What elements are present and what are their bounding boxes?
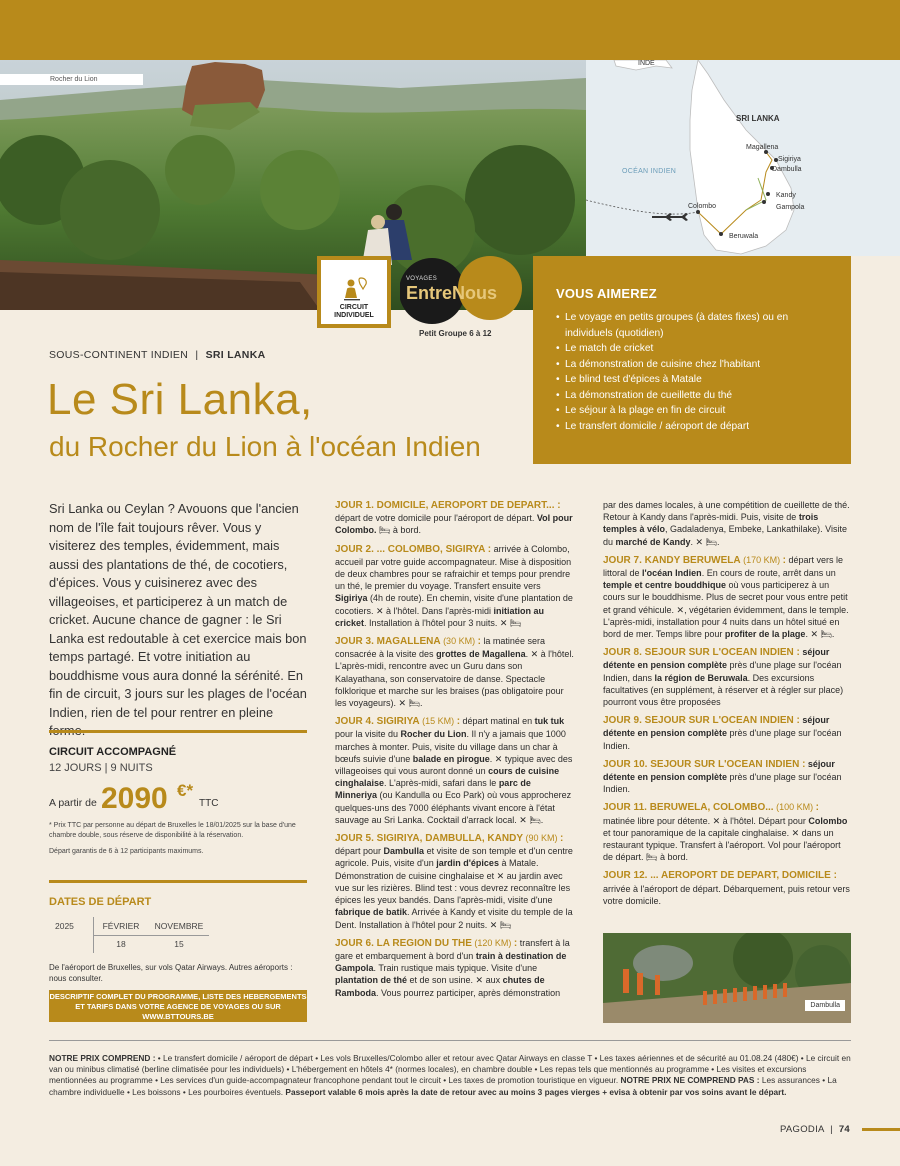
day-8: JOUR 8. SEJOUR SUR L'OCEAN INDIEN : séjour détente en pension complète près d'une plage sur l'océan Indien, dans la région de Beruwala. Des excursions facultatives (en supplément, à réserver et à régler sur place) pourront vous être proposées bbox=[603, 647, 844, 708]
day-12: JOUR 12. ... AEROPORT DE DEPART, DOMICILE : arrivée à l'aéroport de départ. Débarquement, puis retour vers votre domicile. bbox=[603, 870, 850, 906]
comprend-label: NOTRE PRIX COMPREND : bbox=[49, 1053, 156, 1063]
entrenous-small: VOYAGES bbox=[406, 276, 437, 282]
price-ttc: TTC bbox=[199, 798, 219, 809]
list-item: • Le séjour à la plage en fin de circuit bbox=[556, 403, 829, 419]
page-number bbox=[780, 1124, 850, 1135]
price-note: * Prix TTC par personne au départ de Bruxelles le 18/01/2025 sur la base d'une chambre double, sous réserve de disponibilité à la réservation. bbox=[49, 822, 296, 839]
day-11: JOUR 11. BERUWELA, COLOMBO... (100 KM) : matinée libre pour détente. ✕ à l'hôtel. Départ pour Colombo et tour panoramique de la capitale cinghalaise. ✕ dans un restaurant typique. Transfert à l'aéroport. Vol pour l'aéroport de départ. 🛏 à bord. bbox=[603, 802, 848, 863]
map-label-kandy: Kandy bbox=[776, 192, 796, 199]
badge-line2: INDIVIDUEL bbox=[334, 312, 374, 319]
departure-note: De l'aéroport de Bruxelles, sur vols Qatar Airways. Autres aéroports : nous consulter. bbox=[49, 963, 293, 983]
departure-guarantee: Départ garantis de 6 à 12 participants maximums. bbox=[49, 848, 204, 855]
top-band bbox=[0, 0, 900, 60]
itinerary-col-2 bbox=[603, 499, 851, 913]
price-value: 2090 bbox=[101, 782, 168, 815]
list-item: • Le match de cricket bbox=[556, 341, 829, 357]
entrenous-brand: EntreNous bbox=[406, 283, 498, 303]
map-label-beruwala: Beruwala bbox=[729, 233, 759, 240]
hero-caption: Rocher du Lion bbox=[0, 74, 143, 85]
brand: PAGODIA bbox=[779, 1124, 825, 1135]
separator: | bbox=[195, 349, 199, 361]
map-label-colombo: Colombo bbox=[688, 203, 717, 210]
footer-conditions bbox=[49, 1053, 851, 1098]
map-label-ocean: OCÉAN INDIEN bbox=[622, 168, 677, 175]
badge-line1: CIRCUIT bbox=[339, 304, 369, 311]
year: 2025 bbox=[55, 921, 74, 931]
day-10: JOUR 10. SEJOUR SUR L'OCEAN INDIEN : séjour détente en pension complète près d'une plage sur l'océan Indien. bbox=[603, 758, 842, 795]
list-item: • Le voyage en petits groupes (à dates fixes) ou en individuels (quotidien) bbox=[556, 310, 829, 341]
website-cta[interactable]: DESCRIPTIF COMPLET DU PROGRAMME, LISTE DES HEBERGEMENTS ET TARIFS DANS VOTRE AGENCE DE VOYAGES OU SUR WWW.BTTOURS.BE bbox=[49, 992, 307, 1021]
footer-divider bbox=[49, 1040, 851, 1041]
price-currency: €* bbox=[177, 781, 194, 800]
map-label-sigiriya: Sigiriya bbox=[778, 156, 801, 163]
circuit-individuel-badge bbox=[317, 256, 391, 328]
country: SRI LANKA bbox=[205, 349, 266, 361]
day-7: JOUR 7. KANDY BERUWELA (170 KM) : départ vers le littoral de l'océan Indien. En cours de route, arrêt dans un temple et centre bouddhique où vous participerez à un cours sur le bouddhisme. Plus de secret pour vous entre petit et grand véhicule. ✕, végétarien évidemment, dans le temple. L'après-midi, installation pour 4 nuits dans un hôtel situé en bord de mer. Temps libre pour profiter de la plage. ✕ 🛏. bbox=[603, 554, 849, 640]
month: FÉVRIER bbox=[102, 921, 140, 931]
day-2: JOUR 2. ... COLOMBO, SIGIRYA : arrivée à Colombo, accueil par votre guide accompagnateur. Mise à disposition de deux chambres pour se rafraichir et temps pour prendre un thé, le premier du voyage. Transfert ensuite vers Sigiriya (4h de route). En chemin, visite d'une plantation de cocotiers. ✕ à l'hôtel. Dans l'après-midi initiation au cricket. Installation à l'hôtel pour 3 nuits. ✕ 🛏 bbox=[335, 543, 573, 628]
page-subtitle: du Rocher du Lion à l'océan Indien bbox=[49, 431, 481, 462]
dates-table bbox=[49, 917, 209, 953]
itinerary-col-1 bbox=[335, 499, 575, 1005]
passport-note: Passeport valable 6 mois après la date de retour avec au moins 3 pages vierges + evisa à obtenir par vos soins avant le départ. bbox=[285, 1086, 787, 1097]
route-map bbox=[586, 60, 900, 256]
list-item: • La démonstration de cueillette du thé bbox=[556, 388, 829, 404]
number: 74 bbox=[838, 1124, 850, 1135]
map-label-country: SRI LANKA bbox=[736, 114, 780, 123]
day-9: JOUR 9. SEJOUR SUR L'OCEAN INDIEN : séjour détente en pension complète près d'une plage sur l'océan Indien. bbox=[603, 715, 842, 751]
list-item: • Le blind test d'épices à Matale bbox=[556, 372, 829, 388]
table-row bbox=[49, 935, 209, 953]
day-6-continued: par des dames locales, à une compétition de cueillette de thé. Retour à Kandy dans l'après-midi. Puis, visite de trois temples à vélo, Gadaladenya, Embeke, Lankathilake). Visite du marché de Kandy. ✕ 🛏. bbox=[603, 500, 850, 547]
vous-aimerez-title: VOUS AIMEREZ bbox=[556, 286, 657, 301]
day-3: JOUR 3. MAGALLENA (30 KM) : la matinée sera consacrée à la visite des grottes de Magallena. ✕ à l'hôtel. L'après-midi, rencontre avec un Guru dans son Kalayathana, son conservatoire de danse. Spectacle folklorique et marche sur les braises (pas obligatoire pour les voyageurs). ✕ 🛏. bbox=[335, 636, 574, 709]
map-label-gampola: Gampola bbox=[776, 204, 805, 211]
ne-comprend-label: NOTRE PRIX NE COMPREND PAS : bbox=[620, 1075, 760, 1086]
map-label-inde: INDE bbox=[638, 60, 655, 67]
group-size: Petit Groupe 6 à 12 bbox=[419, 329, 492, 338]
price-from: A partir de bbox=[49, 797, 97, 809]
map-label-dambulla: Dambulla bbox=[772, 166, 802, 173]
ne-comprend-text: Les assurances • La chambre individuelle • Les boissons • Les pourboires éventuels. bbox=[49, 1075, 837, 1097]
map-label-magallena: Magallena bbox=[746, 144, 779, 151]
page-title: Le Sri Lanka, bbox=[47, 375, 313, 424]
list-item: • La démonstration de cuisine chez l'habitant bbox=[556, 357, 829, 373]
vous-aimerez-list bbox=[556, 310, 829, 434]
circuit-title: CIRCUIT ACCOMPAGNÉ bbox=[49, 746, 177, 758]
breadcrumb bbox=[49, 349, 265, 361]
table-row bbox=[49, 917, 209, 935]
day-6: JOUR 6. LA REGION DU THE (120 KM) : transfert à la gare et embarquement à bord d'un train à destination de Gampola. Train rustique mais typique. Visite d'une plantation de thé et de son usine. ✕ aux chutes de Ramboda. Vous pourrez participer, après démonstration bbox=[335, 937, 570, 998]
divider bbox=[49, 730, 307, 733]
hiker-pin-icon bbox=[339, 274, 369, 304]
day-5: JOUR 5. SIGIRIYA, DAMBULLA, KANDY (90 KM) : départ pour Dambulla et visite de son temple et d'un centre agricole. Puis, visite d'un jardin d'épices à Matale. Démonstration de cuisine cinghalaise et ✕ au jardin avec vue sur les rizières. Blind test : vous devrez reconnaître les épices les yeux bandés. Dans l'après-midi, visite d'une fabrique de batik. Arrivée à Kandy et visite du temple de la Dent. Installation à l'hôtel pour 2 nuits. ✕ 🛏 bbox=[335, 833, 573, 930]
dates-title: DATES DE DÉPART bbox=[49, 896, 152, 908]
separator: | bbox=[830, 1124, 833, 1135]
page-bar bbox=[862, 1128, 900, 1131]
dambulla-caption: Dambulla bbox=[805, 1000, 845, 1011]
table-rule bbox=[93, 917, 94, 953]
intro-text: Sri Lanka ou Ceylan ? Avouons que l'ancien nom de l'île fait toujours rêver. Vous y visiterez des temples, évidemment, mais aussi des plantations de thé, de cocotiers, d'épices. Vous y cuisinerez avec des villageoises, et participerez à un match de cricket. Aucune chance de gagner : le Sri Lanka est redoutable à cet exercice mais bon temps partagé. Et votre initiation au bouddhisme vous aura donné la sérénité. En fin de circuit, 3 jours sur les plages de l'océan Indien, rien de tel pour rentrer en pleine bbox=[49, 501, 307, 720]
list-item: • Le transfert domicile / aéroport de départ bbox=[556, 419, 829, 435]
table-rule bbox=[93, 935, 209, 936]
day-1: JOUR 1. DOMICILE, AEROPORT DE DEPART... : départ de votre domicile pour l'aéroport de départ. Vol pour Colombo. 🛏 à bord. bbox=[335, 500, 573, 536]
day-4: JOUR 4. SIGIRIYA (15 KM) : départ matinal en tuk tuk pour la visite du Rocher du Lion. Il n'y a jamais que 1000 marches à monter. Puis, visite du village dans un char à bœufs suivie d'une balade en pirogue. ✕ typique avec des villageoises qui vous auront donné un cours de cuisine cinghalaise. L'après-midi, safari dans le parc de Minneriya (ou Kandulla ou Eco Park) où vous approcherez quelques-uns des 7000 éléphants vivant encore à l'état sauvage au Sri Lanka. Cocktail d'arrack local. ✕ 🛏. bbox=[335, 716, 573, 825]
dambulla-photo bbox=[603, 933, 851, 1023]
entrenous-logo bbox=[400, 256, 524, 326]
divider bbox=[49, 880, 307, 883]
month: NOVEMBRE bbox=[154, 921, 204, 931]
vous-aimerez-box bbox=[533, 256, 851, 464]
comprend-text: • Le transfert domicile / aéroport de départ • Les vols Bruxelles/Colombo aller et retour avec Qatar Airways en classe T • Les taxes aériennes et de sécurité au 01.08.24 (480€) • Le circuit en van ou minibus climatisé (berline climatisée pour les individuels) • L'hébergement en hôtels 4* (normes locales), en chambre double • Les repas tels que mentionnés au programme • Les visites et excursions mentionnées au programme • Les services d'un guide-accompagnateur francophone pendant tout le circuit • Les taxes de promotion touristique en vigueur. bbox=[49, 1053, 851, 1086]
day: 15 bbox=[174, 939, 184, 949]
region: SOUS-CONTINENT INDIEN bbox=[49, 349, 189, 361]
map-illustration bbox=[586, 60, 900, 256]
circuit-duration: 12 JOURS | 9 NUITS bbox=[49, 762, 153, 774]
day: 18 bbox=[116, 939, 126, 949]
